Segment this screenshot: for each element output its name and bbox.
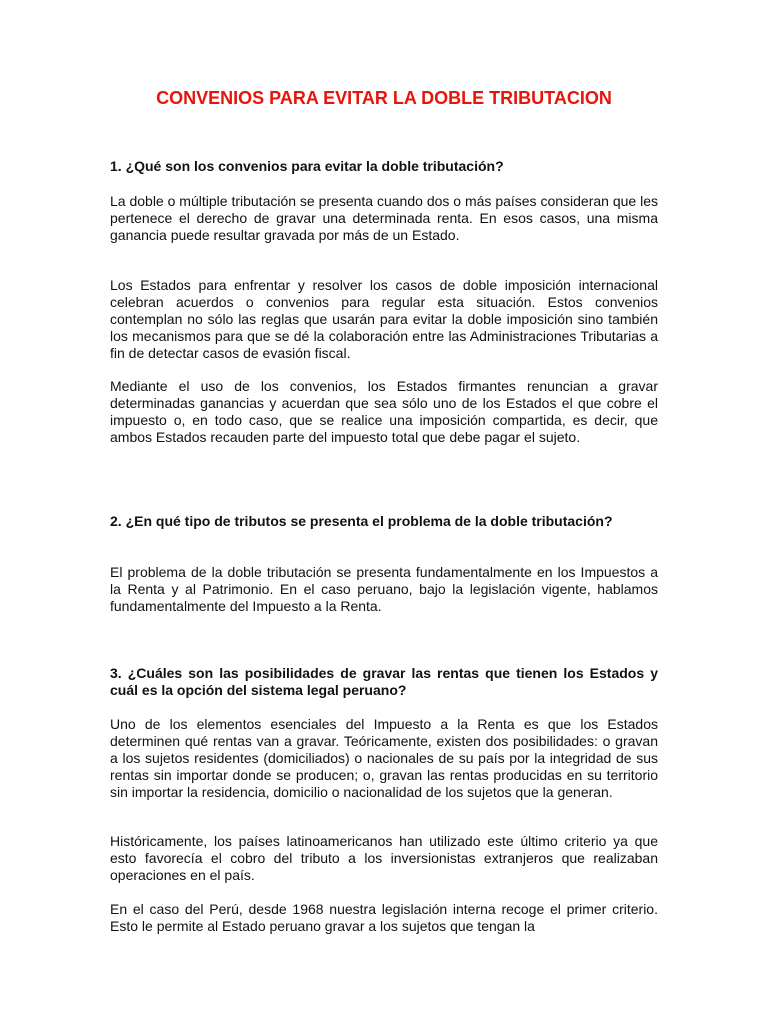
section-3-heading: 3. ¿Cuáles son las posibilidades de gravar las rentas que tienen los Estados y cuál es la opción del sistema legal peruano? bbox=[110, 665, 658, 698]
section-2-paragraph-1: El problema de la doble tributación se presenta fundamentalmente en los Impuestos a la Renta y al Patrimonio. En el caso peruano, bajo la legislación vigente, hablamos fundamentalmente del Impuesto a la Renta. bbox=[110, 564, 658, 614]
section-1-paragraph-2: Los Estados para enfrentar y resolver los casos de doble imposición internacional celebran acuerdos o convenios para regular esta situación. Estos convenios contemplan no sólo las reglas que usarán para evitar la doble imposición sino también los mecanismos para que se dé la colaboración entre las Administraciones Tributarias a fin de detectar casos de evasión fiscal. bbox=[110, 277, 658, 361]
section-1-paragraph-3: Mediante el uso de los convenios, los Estados firmantes renuncian a gravar determinadas ganancias y acuerdan que sea sólo uno de los Estados el que cobre el impuesto o, en todo caso, que se realice una imposición compartida, es decir, que ambos Estados recauden parte del impuesto total que debe pagar el sujeto. bbox=[110, 378, 658, 445]
document-title: CONVENIOS PARA EVITAR LA DOBLE TRIBUTACION bbox=[156, 88, 612, 108]
section-3-paragraph-3: En el caso del Perú, desde 1968 nuestra legislación interna recoge el primer criterio. Esto le permite al Estado peruano gravar a los sujetos que tengan la bbox=[110, 901, 658, 934]
section-1-heading: 1. ¿Qué son los convenios para evitar la doble tributación? bbox=[110, 158, 504, 174]
section-1-paragraph-1: La doble o múltiple tributación se presenta cuando dos o más países consideran que les pertenece el derecho de gravar una determinada renta. En esos casos, una misma ganancia puede resultar gravada por más de un Estado. bbox=[110, 193, 658, 243]
section-3-paragraph-1: Uno de los elementos esenciales del Impuesto a la Renta es que los Estados determinen qué rentas van a gravar. Teóricamente, existen dos posibilidades: o gravan a los sujetos residentes (domiciliados) o nacionales de su país por la integridad de sus rentas sin importar donde se producen; o, gravan las rentas producidas en su territorio sin importar la residencia, domicilio o nacionalidad de los sujetos que la generan. bbox=[110, 716, 658, 800]
section-3-paragraph-2: Históricamente, los países latinoamericanos han utilizado este último criterio ya que esto favorecía el cobro del tributo a los inversionistas extranjeros que realizaban operaciones en el país. bbox=[110, 833, 658, 883]
section-2-heading: 2. ¿En qué tipo de tributos se presenta el problema de la doble tributación? bbox=[110, 513, 613, 529]
